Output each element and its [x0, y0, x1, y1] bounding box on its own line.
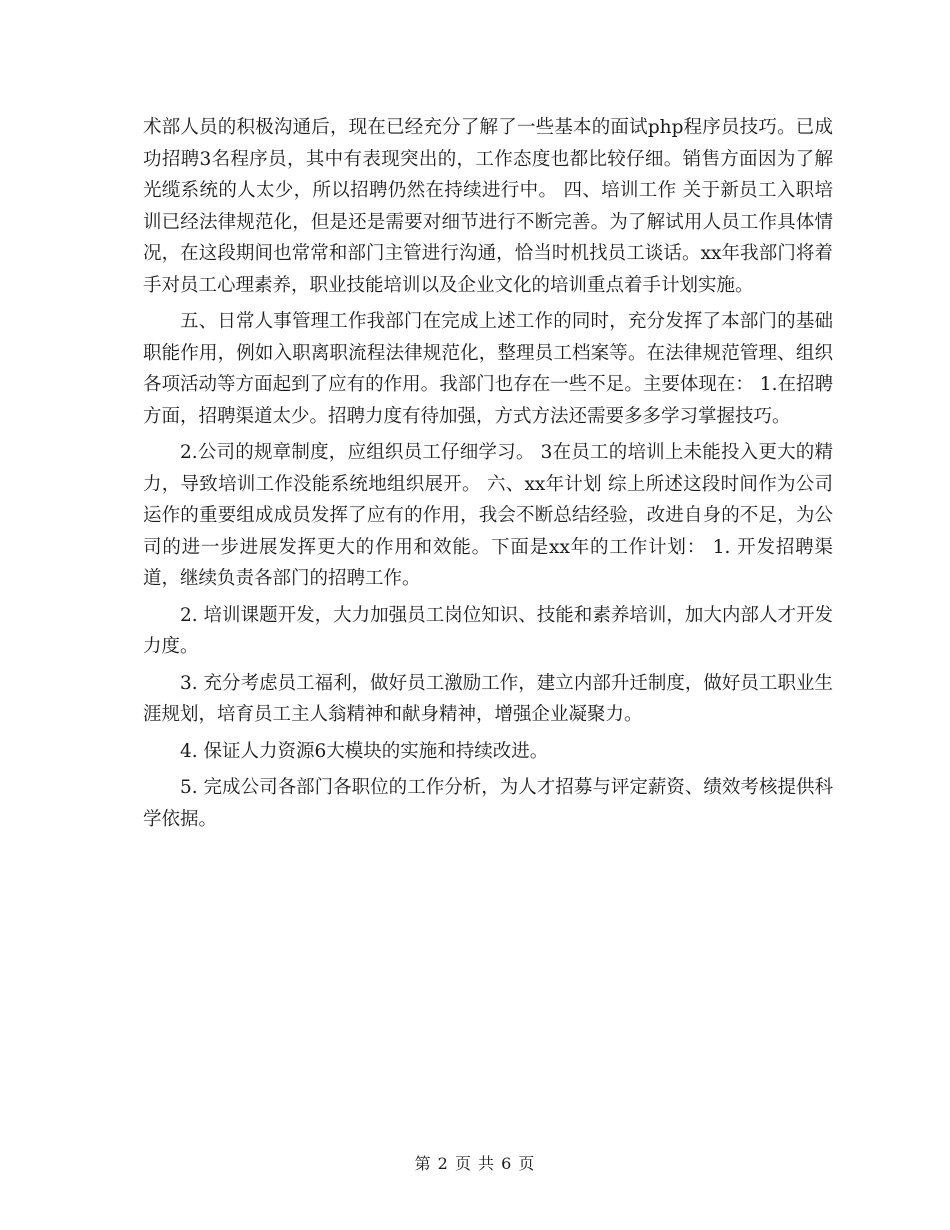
paragraph-daily-hr-management: 五、日常人事管理工作我部门在完成上述工作的同时，充分发挥了本部门的基础职能作用，例如入职离职流程法律规范化，整理员工档案等。在法律规范管理、组织各项活动等方面起到了应有的作用。我部门也存在一些不足。主要体现在： 1.在招聘方面，招聘渠道太少。招聘力度有待加强，方式方法还需要多多学习掌握技巧。: [143, 311, 833, 427]
paragraph-recruitment-training: 术部人员的积极沟通后，现在已经充分了解了一些基本的面试php程序员技巧。已成功招聘3名程序员，其中有表现突出的，工作态度也都比较仔细。销售方面因为了解光缆系统的人太少，所以招聘仍然在持续进行中。 四、培训工作 关于新员工入职培训已经法律规范化，但是还是需要对细节进行不断完善。为了解试用人员工作具体情况，在这段期间也常常和部门主管进行沟通，恰当时机找员工谈话。xx年我部门将着手对员工心理素养，职业技能培训以及企业文化的培训重点着手计划实施。: [143, 117, 833, 296]
page-number-footer: 第 2 页 共 6 页: [414, 1154, 536, 1173]
paragraph-rules-and-plan: 2.公司的规章制度，应组织员工仔细学习。 3在员工的培训上未能投入更大的精力，导致培训工作没能系统地组织展开。 六、xx年计划 综上所述这段时间作为公司运作的重要组成成员发挥了应有的作用，我会不断总结经验，改进自身的不足，为公司的进一步进展发挥更大的作用和效能。下面是xx年的工作计划： 1. 开发招聘渠道，继续负责各部门的招聘工作。: [143, 442, 833, 589]
paragraph-plan-item-4: 4. 保证人力资源6大模块的实施和持续改进。: [180, 740, 549, 762]
document-body: [143, 112, 833, 840]
paragraph-plan-item-3: 3. 充分考虑员工福利，做好员工激励工作，建立内部升迁制度，做好员工职业生涯规划，培育员工主人翁精神和献身精神，增强企业凝聚力。: [143, 672, 833, 725]
paragraph-plan-item-5: 5. 完成公司各部门各职位的工作分析，为人才招募与评定薪资、绩效考核提供科学依据。: [143, 777, 833, 830]
paragraph-plan-item-2: 2. 培训课题开发，大力加强员工岗位知识、技能和素养培训，加大内部人才开发力度。: [143, 604, 833, 657]
